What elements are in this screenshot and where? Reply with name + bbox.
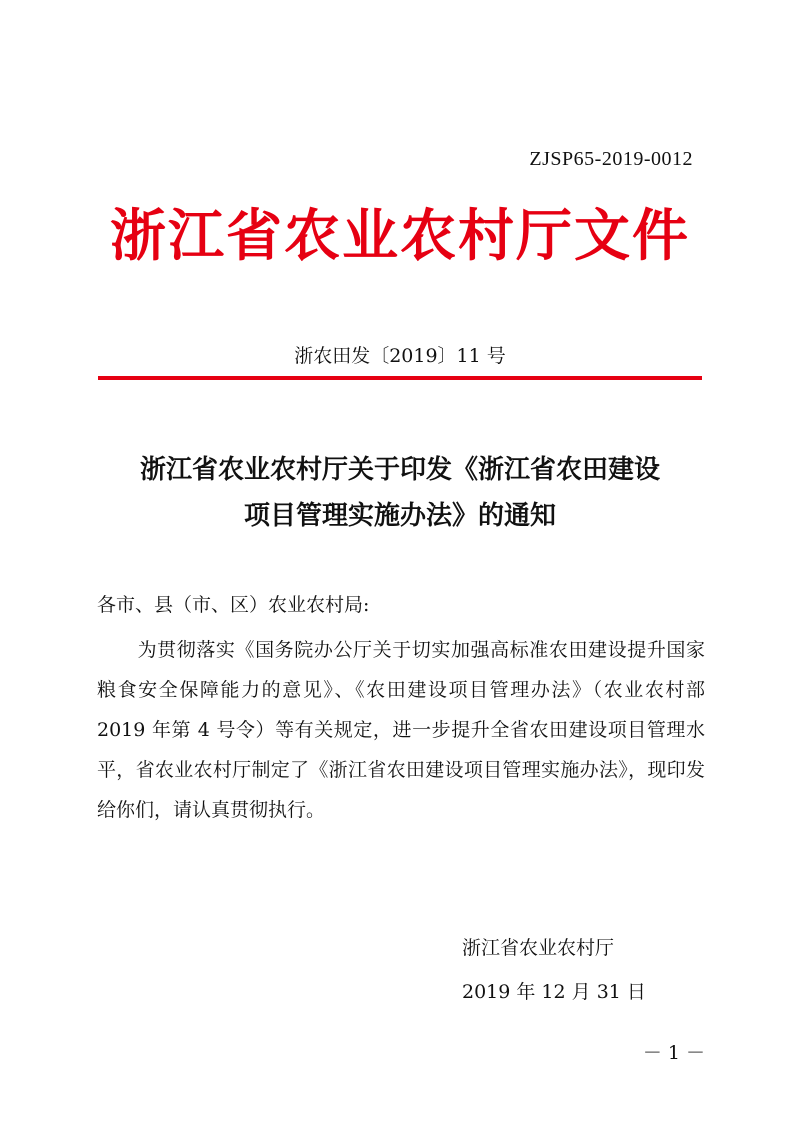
signature-date: 2019 年 12 月 31 日	[462, 981, 646, 1003]
body-text: 为贯彻落实《国务院办公厅关于切实加强高标准农田建设提升国家粮食安全保障能力的意见》、《农田建设项目管理办法》（农业农村部 2019 年第 4 号令）等有关规定，进一步提升全省农田建设项目管理水平，省农业农村厅制定了《浙江省农田建设项目管理实施办法》，现印发给你们，请认真贯彻执行。	[97, 639, 705, 821]
body-paragraph	[97, 630, 705, 830]
document-code: ZJSP65-2019-0012	[529, 148, 693, 170]
page-number: － 1 －	[642, 1042, 705, 1064]
notice-title-line-2: 项目管理实施办法》的通知	[243, 501, 556, 531]
document-number: 浙农田发〔2019〕11 号	[294, 345, 506, 367]
signature-organization: 浙江省农业农村厅	[462, 937, 615, 959]
issuing-org-header: 浙江省农业农村厅文件	[110, 203, 690, 269]
notice-title-line-1: 浙江省农业农村厅关于印发《浙江省农田建设	[139, 455, 660, 485]
red-separator-line	[98, 376, 702, 380]
salutation: 各市、县（市、区）农业农村局:	[97, 594, 370, 616]
notice-title	[90, 447, 710, 539]
